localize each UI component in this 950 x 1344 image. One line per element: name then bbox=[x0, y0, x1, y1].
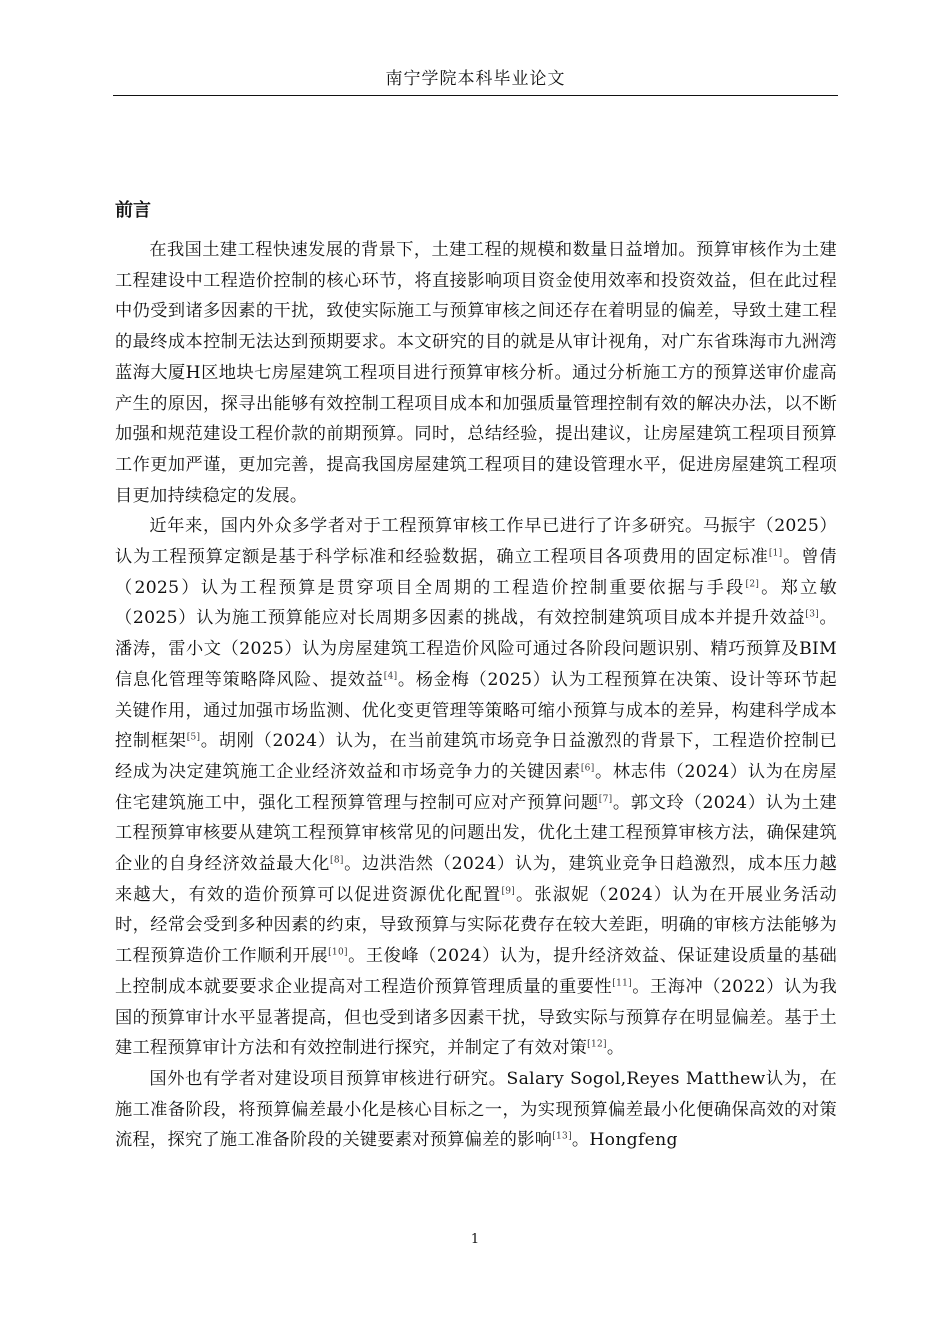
citation-ref: [7] bbox=[598, 793, 613, 804]
citation-ref: [4] bbox=[383, 671, 398, 682]
body-paragraph bbox=[115, 235, 837, 511]
running-header: 南宁学院本科毕业论文 bbox=[385, 69, 566, 89]
text-run: 。Hongfeng bbox=[571, 1130, 678, 1151]
text-run: 在我国土建工程快速发展的背景下，土建工程的规模和数量日益增加。预算审核作为土建工程建设中工程造价控制的核心环节，将直接影响项目资金使用效率和投资效益，但在此过程中仍受到诸多因素的干扰，致使实际施工与预算审核之间还存在着明显的偏差，导致土建工程的最终成本控制无法达到预期要求。本文研究的目的就是从审计视角，对广东省珠海市九洲湾蓝海大厦H区地块七房屋建筑工程项目进行预算审核分析。通过分析施工方的预算送审价虚高产生的原因，探寻出能够有效控制工程项目成本和加强质量管理控制有效的解决办法，以不断加强和规范建设工程价款的前期预算。同时，总结经验，提出建议，让房屋建筑工程项目预算工作更加严谨，更加完善，提高我国房屋建筑工程项目的建设管理水平，促进房屋建筑工程项目更加持续稳定的发展。 bbox=[115, 240, 837, 506]
body-text bbox=[115, 235, 837, 1156]
text-run: 。林志伟（2024）认为在房屋住宅建筑施工中，强化工程预算管理与控制可应对产预算问题 bbox=[115, 761, 837, 813]
citation-ref: [2] bbox=[745, 579, 760, 589]
citation-ref: [5] bbox=[186, 732, 201, 743]
body-paragraph bbox=[115, 1064, 837, 1156]
text-run: 。郭文玲（2024）认为土建工程预算审核要从建筑工程预算审核常见的问题出发，优化土建工程预算审核方法，确保建筑企业的自身经济效益最大化 bbox=[115, 792, 837, 875]
citation-ref: [9] bbox=[501, 886, 516, 897]
section-title: 前言 bbox=[115, 200, 151, 221]
body-paragraph bbox=[115, 511, 837, 1064]
text-run: 。边洪浩然（2024）认为，建筑业竞争日趋激烈，成本压力越来越大，有效的造价预算可以促进资源优化配置 bbox=[115, 854, 837, 905]
text-run: 。曾倩（2025）认为工程预算是贯穿项目全周期的工程造价控制重要依据与手段 bbox=[115, 547, 837, 598]
text-run: 近年来，国内外众多学者对于工程预算审核工作早已进行了许多研究。马振宇（2025）认为工程预算定额是基于科学标准和经验数据，确立工程项目各项费用的固定标准 bbox=[115, 516, 837, 568]
citation-ref: [1] bbox=[768, 548, 783, 559]
citation-ref: [10] bbox=[328, 947, 348, 958]
citation-ref: [8] bbox=[330, 855, 344, 866]
text-run: 。王俊峰（2024）认为，提升经济效益、保证建设质量的基础上控制成本就要要求企业提高对工程造价预算管理质量的重要性 bbox=[115, 946, 837, 997]
text-run: 。 bbox=[606, 1038, 625, 1059]
text-run: 。潘涛，雷小文（2025）认为房屋建筑工程造价风险可通过各阶段问题识别、精巧预算及BIM信息化管理等策略降风险、提效益 bbox=[115, 608, 837, 690]
text-run: 国外也有学者对建设项目预算审核进行研究。Salary Sogol,Reyes Matthew认为，在施工准备阶段，将预算偏差最小化是核心目标之一，为实现预算偏差最小化便确保高效的对策流程，探究了施工准备阶段的关键要素对预算偏差的影响 bbox=[115, 1068, 837, 1151]
citation-ref: [6] bbox=[580, 763, 595, 774]
citation-ref: [11] bbox=[612, 978, 632, 989]
citation-ref: [3] bbox=[805, 609, 820, 620]
text-run: 。郑立敏（2025）认为施工预算能应对长周期多因素的挑战，有效控制建筑项目成本并提升效益 bbox=[115, 577, 838, 629]
header-rule bbox=[113, 95, 838, 96]
page-number: 1 bbox=[470, 1232, 480, 1247]
text-run: 。王海冲（2022）认为我国的预算审计水平显著提高，但也受到诸多因素干扰，导致实际与预算存在明显偏差。基于土建工程预算审计方法和有效控制进行探究，并制定了有效对策 bbox=[115, 976, 837, 1059]
text-run: 。胡刚（2024）认为，在当前建筑市场竞争日益激烈的背景下，工程造价控制已经成为决定建筑施工企业经济效益和市场竞争力的关键因素 bbox=[115, 731, 838, 782]
citation-ref: [13] bbox=[552, 1131, 572, 1142]
citation-ref: [12] bbox=[587, 1039, 607, 1050]
text-run: 。杨金梅（2025）认为工程预算在决策、设计等环节起关键作用，通过加强市场监测、优化变更管理等策略可缩小预算与成本的差异，构建科学成本控制框架 bbox=[115, 669, 837, 752]
text-run: 。张淑妮（2024）认为在开展业务活动时，经常会受到多种因素的约束，导致预算与实际花费存在较大差距，明确的审核方法能够为工程预算造价工作顺利开展 bbox=[115, 884, 837, 967]
